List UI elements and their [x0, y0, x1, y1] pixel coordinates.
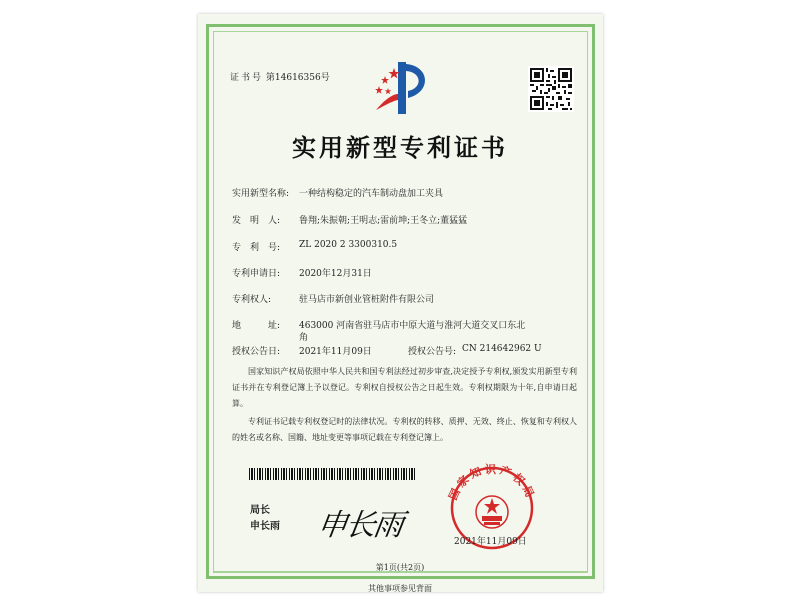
- certificate-number: [230, 70, 330, 83]
- field-value-grant-number: CN 214642962 U: [462, 344, 542, 354]
- certificate-number-label: 证书号: [230, 73, 264, 83]
- cnipa-logo-icon: [368, 58, 434, 118]
- field-value-grant-date: 2021年11月09日: [299, 347, 372, 357]
- director-name: 申长雨: [250, 521, 280, 532]
- field-label-patentee: 专利权人:: [232, 295, 272, 305]
- field-label-filing-date: 专利申请日:: [232, 269, 281, 279]
- field-label-grant-date: 授权公告日:: [232, 347, 281, 357]
- field-value-utility-name: 一种结构稳定的汽车制动盘加工夹具: [299, 189, 444, 199]
- barcode-icon: [249, 468, 417, 480]
- field-value-inventors: 鲁翔;朱振朝;王明志;雷前坤;王冬立;董猛猛: [299, 216, 468, 226]
- field-value-address-line2: 角: [299, 333, 309, 343]
- field-value-patent-number: ZL 2020 2 3300310.5: [299, 240, 398, 250]
- director-signature: 申长雨: [315, 508, 404, 543]
- footer-note: 其他事项参见背面: [368, 584, 432, 593]
- qr-code-icon: [528, 66, 574, 112]
- field-label-grant-number: 授权公告号:: [408, 347, 457, 357]
- field-label-utility-name: 实用新型名称:: [232, 189, 290, 199]
- certificate-paragraph-2: 专利证书记载专利权登记时的法律状况。专利权的转移、质押、无效、终止、恢复和专利权人的姓名或名称、国籍、地址变更等事项记载在专利登记簿上。: [232, 417, 577, 442]
- director-title: 局长: [250, 505, 270, 516]
- certificate-paragraph-1: 国家知识产权局依照中华人民共和国专利法经过初步审查,决定授予专利权,颁发实用新型专利证书并在专利登记簿上予以登记。专利权自授权公告之日起生效。专利权期限为十年,自申请日起算。: [232, 367, 577, 408]
- certificate-number-value: 第14616356号: [265, 73, 330, 83]
- svg-text:国家知识产权局: 国家知识产权局: [446, 463, 538, 503]
- field-value-filing-date: 2020年12月31日: [299, 269, 372, 279]
- page-indicator: 第1页(共2页): [375, 563, 425, 572]
- field-label-inventors: 发 明 人:: [232, 216, 281, 226]
- seal-date: 2021年11月09日: [454, 537, 527, 547]
- field-value-patentee: 驻马店市新创业管桩附件有限公司: [299, 295, 435, 305]
- field-label-address: 地 址:: [232, 321, 281, 331]
- footer-divider: [213, 572, 588, 573]
- certificate-title: 实用新型专利证书: [292, 133, 508, 162]
- field-label-patent-number: 专 利 号:: [232, 243, 281, 253]
- field-value-address-line1: 463000 河南省驻马店市中原大道与淮河大道交叉口东北: [299, 321, 526, 331]
